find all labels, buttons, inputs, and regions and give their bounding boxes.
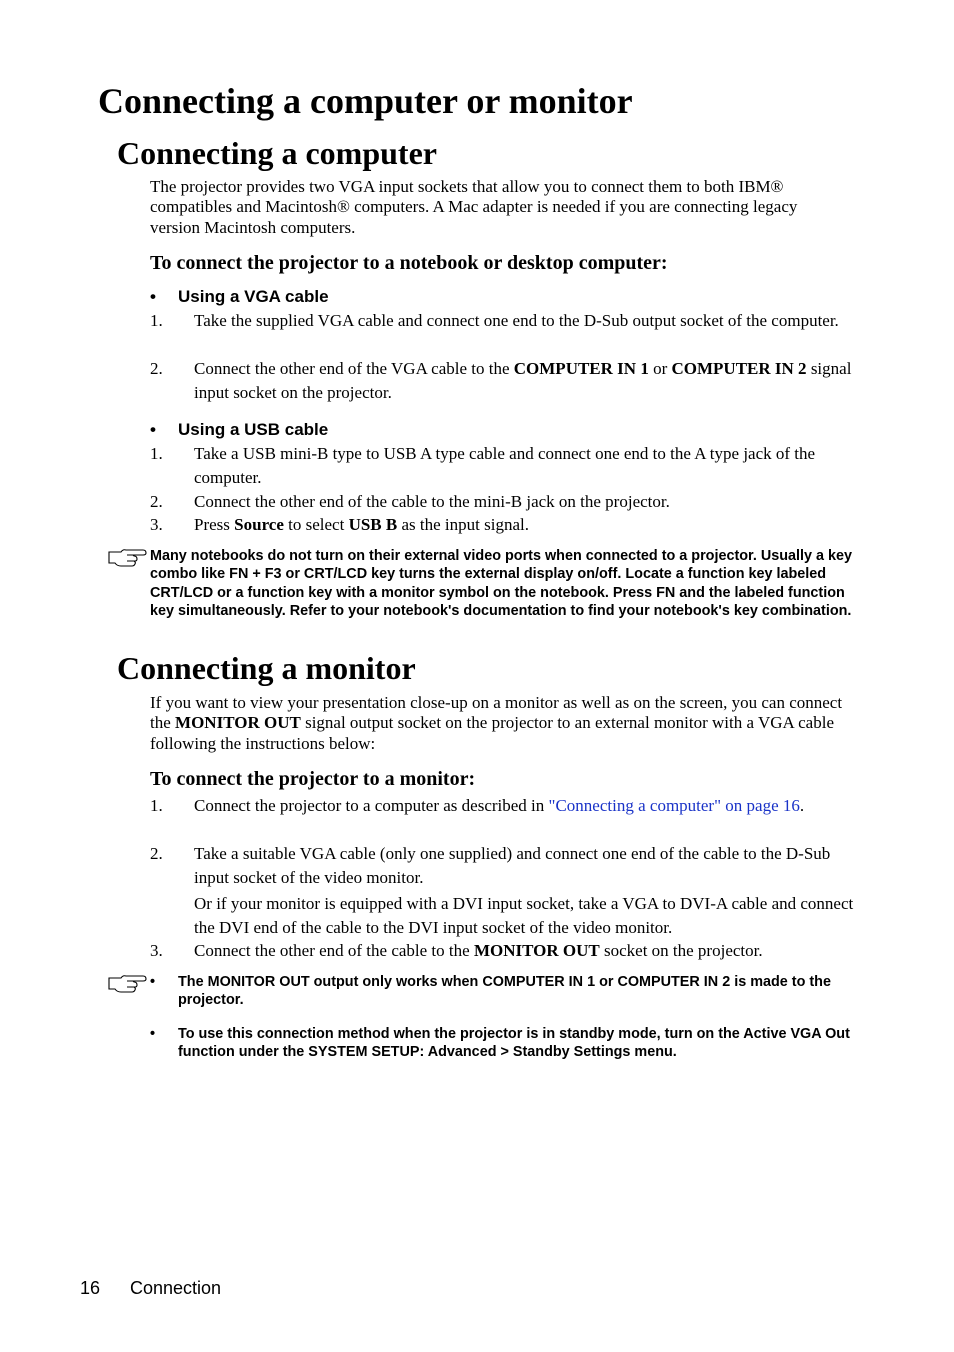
step-number: 1.: [150, 444, 163, 463]
step-number: 2.: [150, 359, 163, 378]
page-footer: [80, 1276, 221, 1300]
step-text: Or if your monitor is equipped with a DVI input socket, take a VGA to DVI-A cable and connect the DVI end of the cable to the DVI input socket of the video monitor.: [194, 894, 854, 937]
step-text-part: or: [648, 359, 672, 378]
step-text-part: signal input socket on the projector.: [194, 359, 852, 402]
monitor-out-label: MONITOR OUT: [473, 941, 600, 960]
monitor-out-label: MONITOR OUT: [175, 713, 301, 733]
pointing-hand-icon: [107, 972, 147, 994]
step-number: 3.: [150, 941, 163, 960]
monitor-step-2: [150, 842, 855, 890]
intro-text-part: If you want to view your presentation close-up on a monitor as well as on the screen, you can connect the: [150, 693, 843, 733]
monitor-step-2-alt: [150, 892, 855, 940]
usb-step-2: [150, 490, 855, 514]
step-text: Take a USB mini-B type to USB A type cable and connect one end to the A type jack of the computer.: [194, 444, 816, 487]
pointing-hand-icon: [107, 546, 147, 568]
source-key-label: Source: [234, 515, 284, 534]
usb-cable-title: Using a USB cable: [178, 420, 329, 439]
note-text: The MONITOR OUT output only works when COMPUTER IN 1 or COMPUTER IN 2 is made to the projector.: [178, 974, 831, 1009]
computer-intro: The projector provides two VGA input sockets that allow you to connect them to both IBM® compatibles and Macintosh® computers. A Mac adapter is needed if you are connecting legacy version Macintosh computers.: [150, 177, 798, 237]
step-number: 3.: [150, 515, 163, 534]
monitor-step-3: [150, 939, 855, 963]
vga-step-1: [150, 309, 855, 333]
vga-cable-heading: [150, 286, 329, 308]
step-number: 1.: [150, 796, 163, 815]
subheading-monitor: To connect the projector to a monitor:: [150, 768, 476, 790]
step-text: [194, 513, 855, 537]
section-heading-monitor: Connecting a monitor: [117, 650, 416, 686]
step-text-part: .: [799, 796, 805, 815]
step-text: [194, 357, 855, 405]
step-text: [194, 794, 855, 818]
step-text-part: Press: [194, 515, 235, 534]
note-text: To use this connection method when the projector is in standby mode, turn on the Active VGA Out function under the SYSTEM SETUP: Advanced > Standby Settings menu.: [178, 1026, 850, 1061]
step-text-part: Connect the projector to a computer as described in: [194, 796, 549, 815]
subheading-notebook: To connect the projector to a notebook or desktop computer:: [150, 252, 668, 274]
computer-in-2-label: COMPUTER IN 2: [671, 359, 807, 378]
page-number: 16: [80, 1278, 101, 1298]
step-text: Take the supplied VGA cable and connect one end to the D-Sub output socket of the computer.: [194, 311, 839, 330]
step-text-part: to select: [283, 515, 349, 534]
step-text: Take a suitable VGA cable (only one supplied) and connect one end of the cable to the D-Sub input socket of the video monitor.: [194, 844, 831, 887]
page-title: Connecting a computer or monitor: [98, 81, 633, 121]
bullet: •: [150, 974, 156, 990]
note-standby: [150, 1025, 860, 1062]
bullet: •: [150, 420, 156, 439]
computer-in-1-label: COMPUTER IN 1: [513, 359, 649, 378]
usb-step-1: [150, 442, 855, 490]
usb-step-3: [150, 513, 855, 537]
connecting-computer-link[interactable]: "Connecting a computer" on page 16: [548, 796, 800, 815]
footer-section: Connection: [130, 1278, 222, 1298]
vga-cable-title: Using a VGA cable: [178, 287, 329, 306]
step-number: 2.: [150, 844, 163, 863]
bullet: •: [150, 1026, 156, 1042]
note-monitor-out: [150, 973, 860, 1010]
step-text-part: Connect the other end of the VGA cable to the: [194, 359, 514, 378]
usb-b-label: USB B: [348, 515, 398, 534]
vga-step-2: [150, 357, 855, 405]
step-number: 2.: [150, 492, 163, 511]
note-notebook-video: Many notebooks do not turn on their external video ports when connected to a projector. Usually a key combo like FN + F3 or CRT/LCD key turns the external display on/off. Locate a function key labeled CRT/LCD or a function key with a monitor symbol on the notebook. Press FN and the labeled function key simultaneously. Refer to your notebook's documentation to find your notebook's key combination.: [150, 548, 853, 619]
step-text-part: as the input signal.: [397, 515, 529, 534]
usb-cable-heading: [150, 419, 328, 441]
step-text-part: socket on the projector.: [599, 941, 763, 960]
step-text: [194, 939, 855, 963]
section-heading-computer: Connecting a computer: [117, 135, 437, 171]
step-text-part: Connect the other end of the cable to the: [194, 941, 474, 960]
intro-text-part: signal output socket on the projector to an external monitor with a VGA cable following the instructions below:: [150, 713, 834, 753]
bullet: •: [150, 287, 156, 306]
step-text: Connect the other end of the cable to the mini-B jack on the projector.: [194, 492, 670, 511]
monitor-intro: [150, 693, 850, 754]
monitor-step-1: [150, 794, 855, 818]
step-number: 1.: [150, 311, 163, 330]
